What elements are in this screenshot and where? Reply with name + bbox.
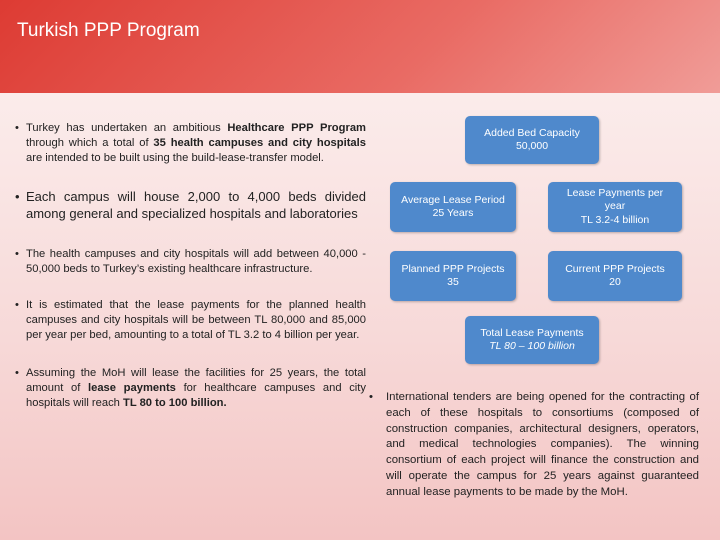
bullet-lease-estimate: • It is estimated that the lease payments for the planned health campuses and city hospitals will be between TL 80,000 and 85,000 per year per bed, amounting to a total of TL 3.2 to 4 billion per year. xyxy=(15,299,366,342)
box-total-lease-payments xyxy=(465,316,599,364)
box-label: Added Bed Capacity xyxy=(484,126,580,139)
box-label: Planned PPP Projects xyxy=(401,262,505,275)
bullet-dot: • xyxy=(15,299,19,311)
bullet-dot: • xyxy=(15,248,19,260)
box-lease-payments-per-year xyxy=(548,182,682,232)
note-international-tenders: • International tenders are being opened for the contracting of each of these hospitals to consortiums (composed of construction companies, architectural designers, operators, and medical technologies companies). The winning consortium of each project will finance the construction and will operate the campus for 25 years against guaranteed annual lease payments to be made by the MoH. xyxy=(369,391,699,498)
box-value: 50,000 xyxy=(515,140,549,152)
box-label: Total Lease Payments xyxy=(480,326,584,339)
box-label: Lease Payments per year xyxy=(566,186,664,213)
box-value: 35 xyxy=(447,276,459,288)
box-planned-ppp-projects xyxy=(390,251,516,301)
box-value: 25 Years xyxy=(432,207,474,219)
box-current-ppp-projects xyxy=(548,251,682,301)
box-value: TL 3.2-4 billion xyxy=(580,213,650,226)
bullet-dot: • xyxy=(15,367,19,379)
bullet-added-beds: • The health campuses and city hospitals will add between 40,000 - 50,000 beds to Turkey’s existing healthcare infrastructure. xyxy=(15,248,366,276)
bullet-dot: • xyxy=(369,391,373,403)
box-label: Current PPP Projects xyxy=(565,262,665,275)
bullet-healthcare-program: • Turkey has undertaken an ambitious Healthcare PPP Program through which a total of 35 health campuses and city hospitals are intended to be built using the build-lease-transfer model. xyxy=(15,122,366,165)
box-value: TL 80 – 100 billion xyxy=(489,340,575,352)
box-average-lease-period xyxy=(390,182,516,232)
bullet-total-lease: • Assuming the MoH will lease the facilities for 25 years, the total amount of lease payments for healthcare campuses and city hospitals will reach TL 80 to 100 billion. xyxy=(15,367,366,410)
bullet-campus-beds: • Each campus will house 2,000 to 4,000 beds divided among general and specialized hospitals and laboratories xyxy=(15,189,366,221)
bullet-dot: • xyxy=(15,122,19,134)
bullet-dot: • xyxy=(15,189,20,204)
box-label: Average Lease Period xyxy=(401,193,505,206)
page-title: Turkish PPP Program xyxy=(17,20,200,41)
box-added-bed-capacity xyxy=(465,116,599,164)
box-value: 20 xyxy=(609,276,621,288)
